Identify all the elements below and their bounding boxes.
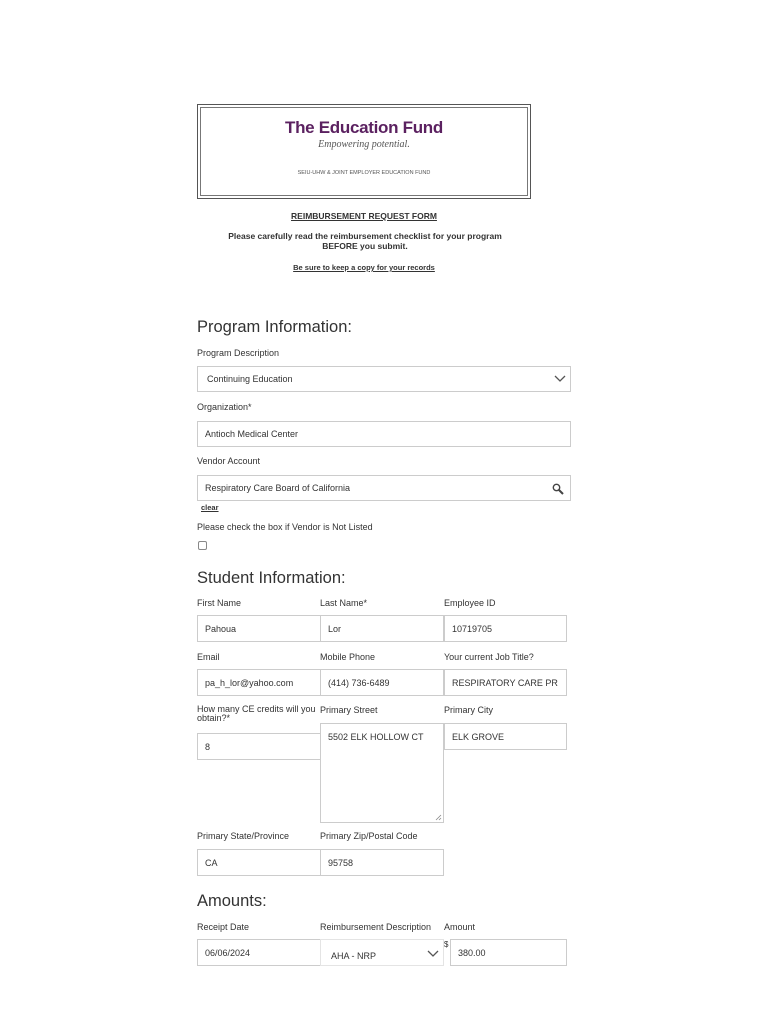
- amount-label: Amount: [444, 922, 476, 932]
- receipt-date-value: 06/06/2024: [205, 947, 251, 958]
- mobile-phone-label: Mobile Phone: [320, 652, 376, 662]
- program-info-heading: Program Information:: [197, 318, 352, 336]
- first-name-label: First Name: [197, 598, 242, 608]
- vendor-account-value: Respiratory Care Board of California: [205, 483, 351, 493]
- form-title: REIMBURSEMENT REQUEST FORM: [291, 211, 437, 221]
- receipt-date-label: Receipt Date: [197, 922, 250, 932]
- currency-symbol: $: [444, 940, 449, 949]
- organization-value: Antioch Medical Center: [205, 429, 299, 439]
- primary-zip-label: Primary Zip/Postal Code: [320, 831, 418, 841]
- employee-id-value: 10719705: [452, 623, 493, 634]
- resize-handle-icon[interactable]: [435, 814, 442, 821]
- primary-state-label: Primary State/Province: [197, 831, 290, 841]
- first-name-value: Pahoua: [205, 623, 237, 634]
- last-name-input[interactable]: [320, 615, 444, 642]
- program-description-select[interactable]: [197, 366, 571, 392]
- clear-vendor-link[interactable]: clear: [201, 503, 219, 512]
- email-input[interactable]: [197, 669, 321, 696]
- brand-title: The Education Fund: [285, 118, 443, 137]
- job-title-label: Your current Job Title?: [444, 652, 534, 662]
- receipt-date-input[interactable]: [197, 939, 321, 966]
- vendor-not-listed-label: Please check the box if Vendor is Not Listed: [197, 522, 373, 532]
- search-icon[interactable]: [552, 483, 564, 495]
- reimbursement-description-select[interactable]: [320, 939, 444, 966]
- vendor-not-listed-checkbox[interactable]: [198, 541, 207, 550]
- last-name-value: Lor: [328, 623, 342, 634]
- program-description-label: Program Description: [197, 348, 280, 358]
- primary-street-textarea[interactable]: [320, 723, 444, 823]
- job-title-input[interactable]: [444, 669, 567, 696]
- vendor-account-label: Vendor Account: [197, 456, 261, 466]
- employee-id-input[interactable]: [444, 615, 567, 642]
- ce-credits-value: 8: [205, 741, 211, 752]
- student-info-heading: Student Information:: [197, 569, 346, 587]
- primary-city-input[interactable]: [444, 723, 567, 750]
- employee-id-label: Employee ID: [444, 598, 496, 608]
- primary-state-value: CA: [205, 857, 218, 868]
- first-name-input[interactable]: [197, 615, 321, 642]
- primary-zip-input[interactable]: [320, 849, 444, 876]
- program-description-value: Continuing Education: [207, 374, 293, 384]
- primary-street-value: 5502 ELK HOLLOW CT: [328, 732, 424, 742]
- email-label: Email: [197, 652, 220, 662]
- amount-value: 380.00: [458, 947, 486, 958]
- primary-city-value: ELK GROVE: [452, 731, 505, 742]
- last-name-label: Last Name*: [320, 598, 368, 608]
- keep-copy-link[interactable]: Be sure to keep a copy for your records: [293, 263, 435, 272]
- reimbursement-description-value: AHA - NRP: [331, 950, 377, 961]
- brand-subline: SEIU-UHW & JOINT EMPLOYER EDUCATION FUND: [297, 170, 431, 176]
- organization-input[interactable]: [197, 421, 571, 447]
- primary-zip-value: 95758: [328, 857, 354, 868]
- email-value: pa_h_lor@yahoo.com: [205, 677, 294, 688]
- ce-credits-label: How many CE credits will you obtain?*: [197, 704, 316, 723]
- mobile-phone-input[interactable]: [320, 669, 444, 696]
- amount-input[interactable]: [450, 939, 567, 966]
- reimbursement-description-label: Reimbursement Description: [320, 922, 432, 932]
- organization-label: Organization*: [197, 402, 252, 412]
- logo-banner: [197, 104, 531, 199]
- vendor-account-lookup[interactable]: [197, 475, 571, 501]
- primary-street-label: Primary Street: [320, 705, 378, 715]
- job-title-value: RESPIRATORY CARE PR: [452, 677, 558, 688]
- amounts-heading: Amounts:: [197, 892, 267, 910]
- primary-city-label: Primary City: [444, 705, 493, 715]
- ce-credits-input[interactable]: [197, 733, 321, 760]
- primary-state-input[interactable]: [197, 849, 321, 876]
- brand-tagline: Empowering potential.: [318, 139, 410, 150]
- instructions-text: Please carefully read the reimbursement checklist for your program BEFORE you submit.: [228, 231, 502, 251]
- chevron-down-icon: [427, 950, 439, 958]
- mobile-phone-value: (414) 736-6489: [328, 677, 390, 688]
- chevron-down-icon: [554, 375, 566, 383]
